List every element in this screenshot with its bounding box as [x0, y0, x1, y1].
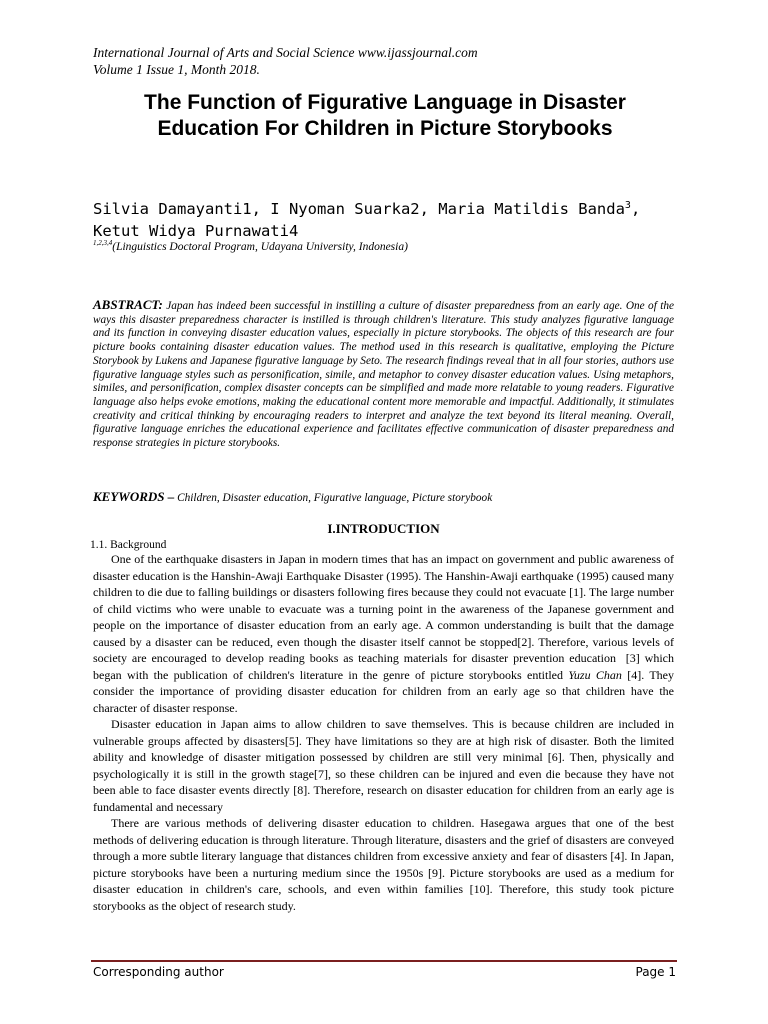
abstract: [93, 298, 674, 451]
paragraph-1-part-b: [4]. They consider the importance of providing disaster education for children from an early age so that children have the character of disaster response.: [93, 667, 674, 715]
abstract-label: ABSTRACT:: [93, 297, 163, 312]
footer-corresponding-author: Corresponding author: [93, 965, 224, 979]
journal-name-line: International Journal of Arts and Social Science www.ijassjournal.com: [93, 45, 478, 60]
author-comma: ,: [630, 200, 641, 218]
section-heading: I.INTRODUCTION: [327, 521, 440, 536]
paragraph-2: Disaster education in Japan aims to allow children to save themselves. This is because children are included in vulnerable groups affected by disasters[5]. They have limitations so they are at high risk of disaster. Both the limited ability and knowledge of disaster mitigation possessed by children are still very minimal [6]. Then, physically and psychologically it is still in the growth stage[7], so these children can be injured and even die because they have not been able to face disaster events directly [8]. Therefore, research on disaster education for children from an early age is fundamental and necessary: [93, 717, 674, 814]
keywords-text: Children, Disaster education, Figurative language, Picture storybook: [174, 492, 493, 504]
book-title-italic: Yuzu Chan: [568, 667, 622, 682]
author-line-2: Ketut Widya Purnawati4: [93, 222, 299, 240]
author-names-1: Silvia Damayanti1, I Nyoman Suarka2, Maria Matildis Banda: [93, 200, 625, 218]
paragraph-3: There are various methods of delivering disaster education to children. Hasegawa argues that one of the best methods of delivering education is through literature. Through literature, disasters and the grief of disasters are conveyed through a more subtle literary language that distances children from excessive anxiety and fear of disasters [4]. In Japan, picture storybooks have been a nurturing medium since the 1950s [9]. Picture storybooks are used as a medium for disaster education in children's care, schools, and even within families [10]. Therefore, this study took picture storybooks as the object of research study.: [93, 816, 674, 913]
body-text: [93, 551, 674, 914]
author-list: [93, 198, 693, 242]
paper-title: [80, 90, 690, 142]
title-line-1: The Function of Figurative Language in Disaster: [144, 91, 626, 114]
keywords: [93, 489, 683, 506]
footer-rule: [91, 960, 677, 962]
affiliation: [93, 240, 693, 255]
affiliation-text: (Linguistics Doctoral Program, Udayana University, Indonesia): [112, 241, 408, 253]
author-line-1: [93, 198, 693, 220]
affiliation-superscript: 1,2,3,4: [93, 239, 113, 247]
title-line-2: Education For Children in Picture Storybooks: [157, 117, 613, 140]
author-superscript: 3: [624, 200, 631, 211]
journal-header: [93, 44, 693, 78]
footer-page-number: Page 1: [635, 965, 676, 979]
keywords-label: KEYWORDS –: [93, 489, 175, 504]
paragraph-1-part-a: One of the earthquake disasters in Japan in modern times that has an impact on government and public awareness of disaster education is the Hanshin-Awaji Earthquake Disaster (1995). The Hanshin-Awaji earthquake (1995) caused many children to die due to falling buildings or disasters following fires because they could not evacuate [1]. The large number of child victims who were unable to evacuate was a turning point in the awareness of the Japanese government and people on the importance of disaster education from an early age. A common understanding is built that the damage caused by a disaster can be reduced, even though the disaster itself cannot be stopped[2]. Therefore, various levels of society are encouraged to develop reading books as teaching materials for disaster prevention education [3] which began with the publication of children's literature in the genre of picture storybooks entitled: [93, 552, 674, 682]
abstract-text: Japan has indeed been successful in instilling a culture of disaster preparedness from an early age. One of the ways this disaster preparedness character is instilled is through children's literature. This study analyzes figurative language and its function in conveying disaster education values, especially in picture storybooks. The objects of this research are four picture books containing disaster education values. The method used in this research is qualitative, employing the Picture Storybook by Lukens and Japanese figurative language by Seto. The research findings reveal that in all four stories, authors use figurative language styles such as personification, simile, and metaphor to convey disaster education values. Using metaphors, similes, and personification, complex disaster concepts can be simplified and made more relatable to young readers. Figurative language also helps evoke emotions, making the educational content more memorable and impactful. Additionally, it stimulates creativity and critical thinking by encouraging readers to interpret and analyze the text beyond its literal meaning. Overall, figurative language enriches the educational experience and facilitates effective communication of disaster preparedness and response strategies in picture storybooks.: [93, 300, 674, 450]
subsection-heading: 1.1. Background: [90, 539, 167, 551]
paragraph-1: [93, 551, 674, 716]
volume-line: Volume 1 Issue 1, Month 2018.: [93, 62, 260, 77]
